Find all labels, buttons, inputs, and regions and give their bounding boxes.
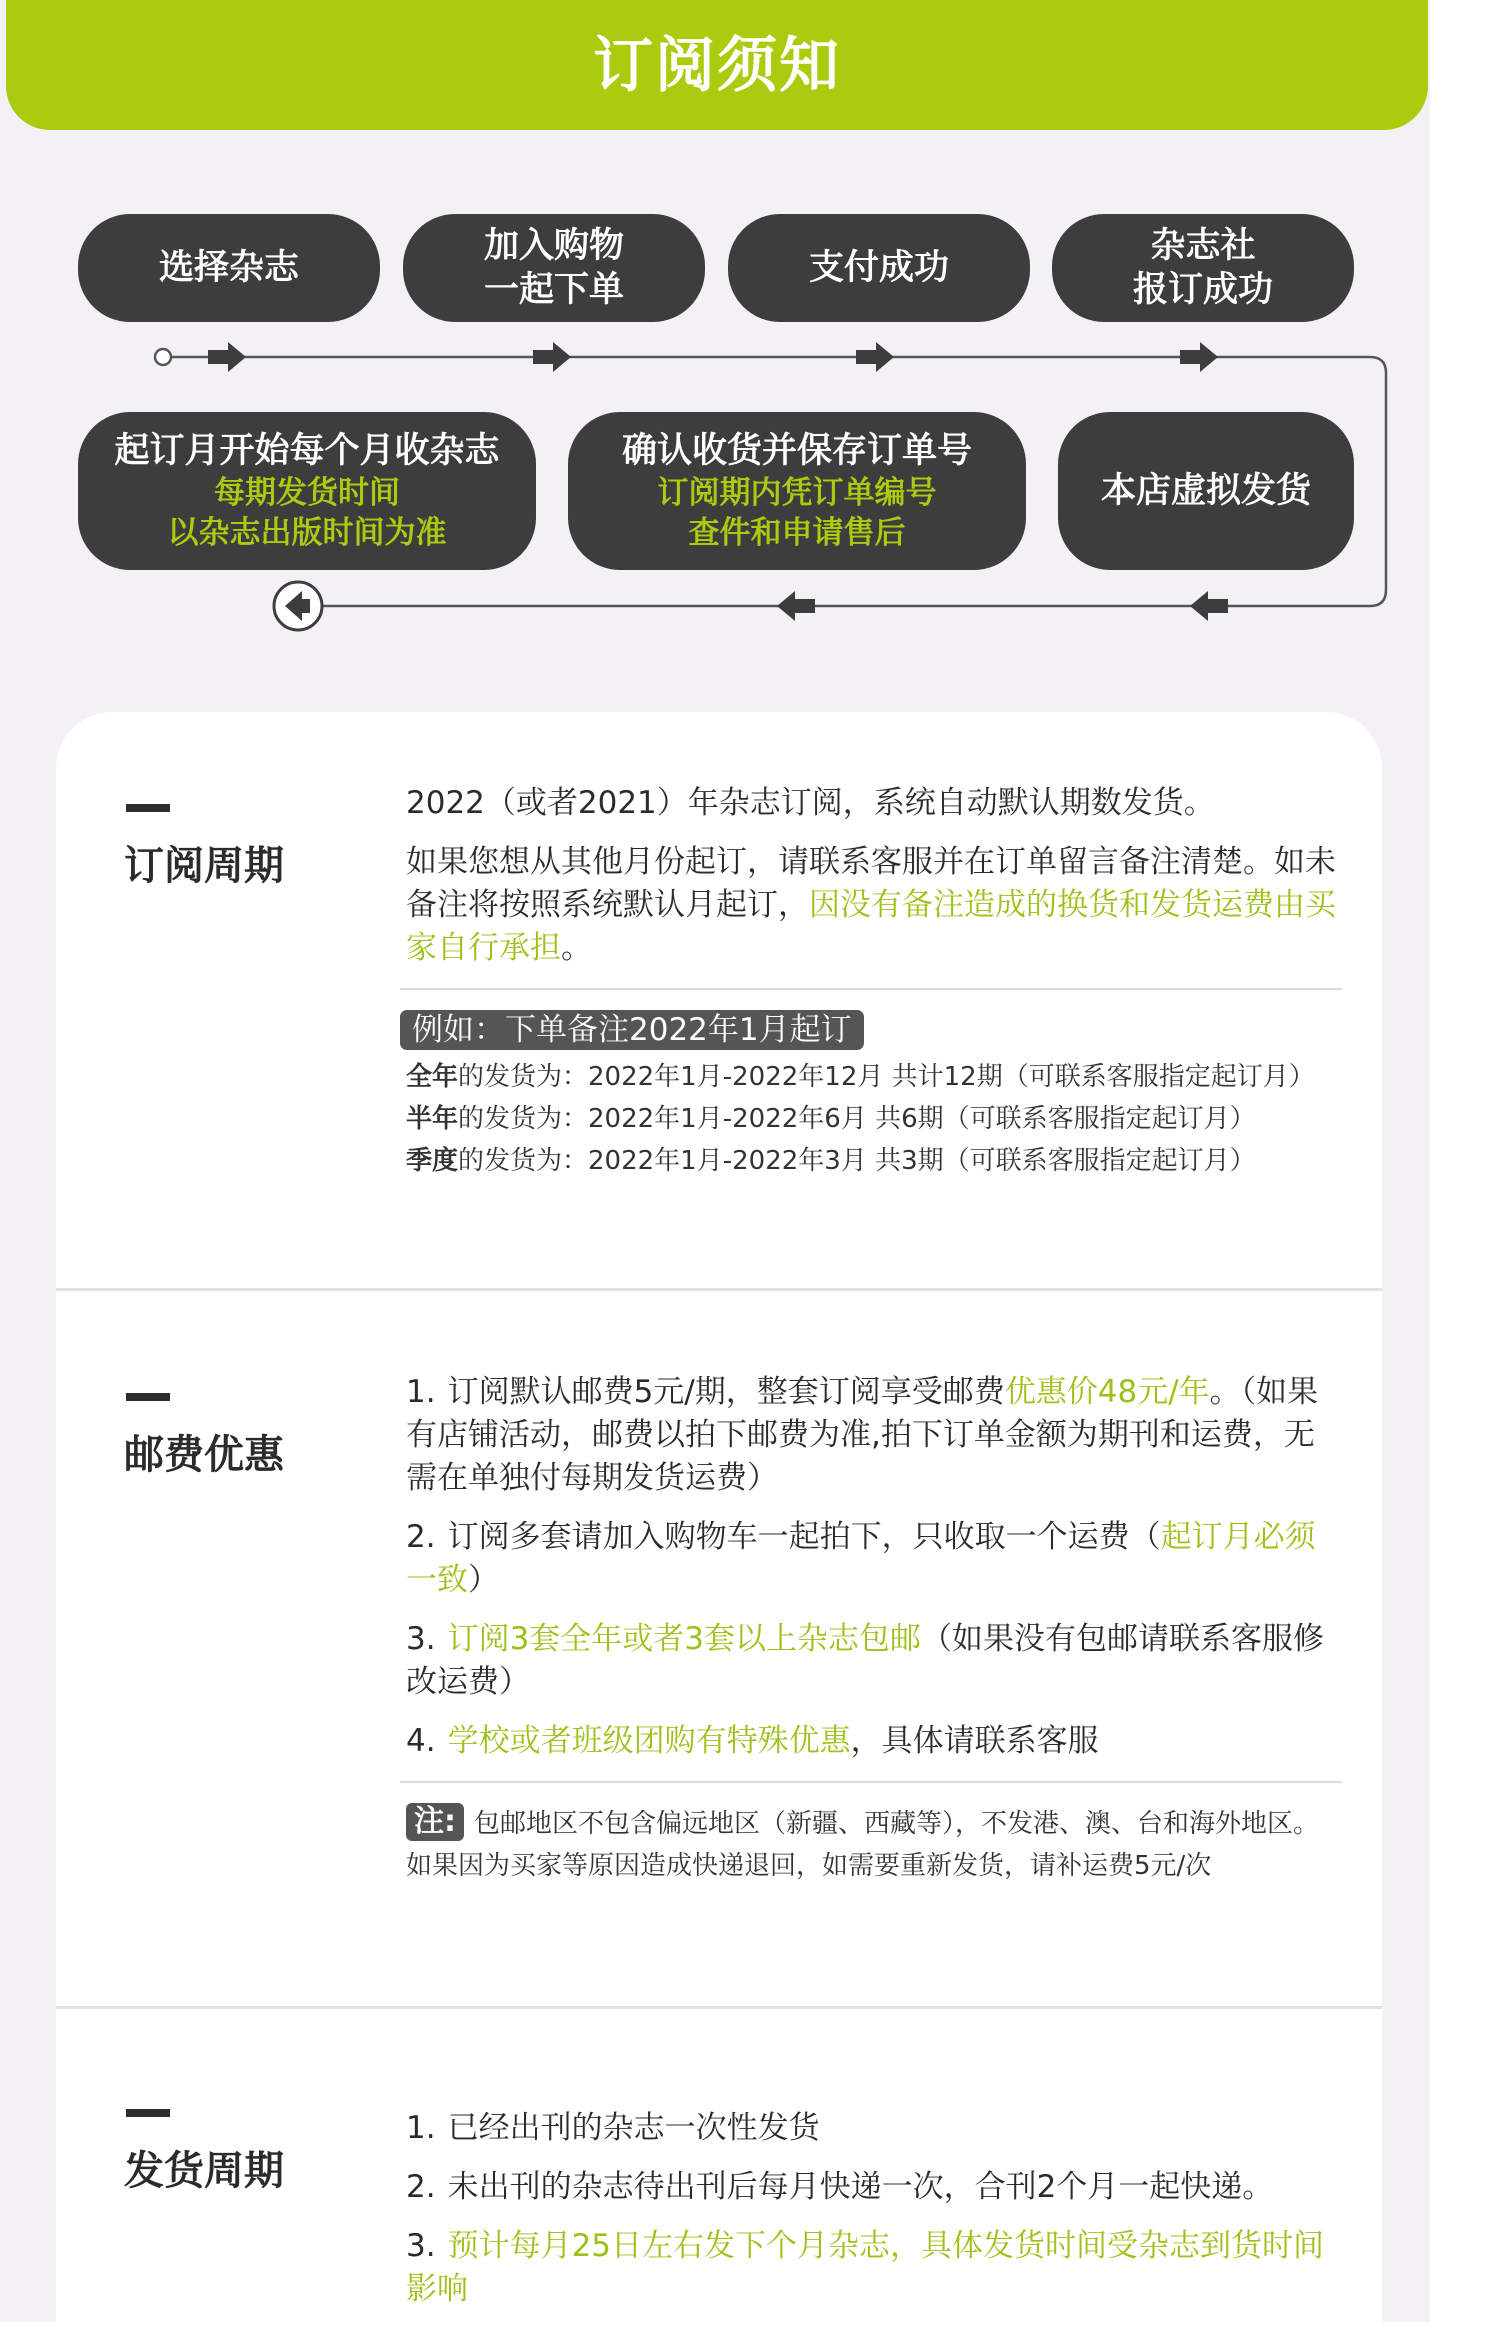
section-dash xyxy=(126,2109,170,2117)
section-title: 发货周期 xyxy=(124,2148,284,2194)
postage-note: 注: 包邮地区不包含偏远地区（新疆、西藏等），不发港、澳、台和海外地区。 xyxy=(406,1803,1336,1845)
flow-step-select-magazine xyxy=(78,214,380,322)
section-body xyxy=(406,1371,1336,1887)
section-subscription-period xyxy=(56,712,1382,1288)
section-body xyxy=(406,2107,1336,2327)
section-body xyxy=(406,782,1336,1182)
postage-item: 3. 订阅3套全年或者3套以上杂志包邮（如果没有包邮请联系客服修改运费） xyxy=(406,1621,1325,1700)
divider xyxy=(400,988,1342,990)
flow-arrow-right-icon xyxy=(533,342,571,372)
flow-step-add-to-cart xyxy=(403,214,705,322)
flow-step-subtitle: 以杂志出版时间为准 xyxy=(167,515,447,551)
postage-item: 1. 订阅默认邮费5元/期，整套订阅享受邮费优惠价48元/年。（如果有店铺活动，邮费以拍下邮费为准,拍下订单金额为期刊和运费，无需在单独付每期发货运费） xyxy=(406,1374,1319,1496)
example-line: 全年的发货为：2022年1月-2022年12月 共计12期（可联系客服指定起订月） xyxy=(406,1062,1315,1092)
flow-step-label: 加入购物 xyxy=(483,226,624,266)
section-shipping-period xyxy=(56,2009,1382,2352)
flow-step-title: 起订月开始每个月收杂志 xyxy=(114,431,500,471)
flow-step-publisher-confirmed xyxy=(1052,214,1354,322)
flow-step-confirm-receipt xyxy=(568,412,1026,570)
example-tag: 例如：下单备注2022年1月起订 xyxy=(400,1010,864,1050)
section-title: 邮费优惠 xyxy=(124,1432,284,1478)
flow-step-virtual-shipping xyxy=(1058,412,1354,570)
flow-arrow-right-icon xyxy=(1180,342,1218,372)
section-title: 订阅周期 xyxy=(124,843,284,889)
flow-step-label: 选择杂志 xyxy=(158,248,299,288)
flow-arrow-right-icon xyxy=(208,342,246,372)
flow-step-subtitle: 查件和申请售后 xyxy=(688,515,906,551)
section-dash xyxy=(126,804,170,812)
flow-arrow-left-icon xyxy=(1190,591,1228,621)
flow-step-label: 杂志社 xyxy=(1150,226,1256,266)
flow-step-label: 报订成功 xyxy=(1132,270,1273,310)
postage-item: 4. 学校或者班级团购有特殊优惠，具体请联系客服 xyxy=(406,1723,1099,1759)
flow-arrow-left-icon xyxy=(777,591,815,621)
period-text: 如果您想从其他月份起订，请联系客服并在订单留言备注清楚。如未备注将按照系统默认月起订，因没有备注造成的换货和发货运费由买家自行承担。 xyxy=(406,844,1336,966)
divider xyxy=(400,1781,1342,1783)
info-card xyxy=(56,712,1382,2352)
page-title: 订阅须知 xyxy=(593,31,841,101)
flow-step-subtitle: 每期发货时间 xyxy=(214,475,400,511)
flow-step-label: 支付成功 xyxy=(808,248,949,288)
shipping-item: 1. 已经出刊的杂志一次性发货 xyxy=(406,2110,820,2146)
postage-note: 如果因为买家等原因造成快递退回，如需要重新发货，请补运费5元/次 xyxy=(406,1851,1212,1881)
note-tag: 注: xyxy=(406,1803,464,1841)
flow-start-dot xyxy=(155,349,171,365)
example-line: 半年的发货为：2022年1月-2022年6月 共6期（可联系客服指定起订月） xyxy=(406,1104,1256,1134)
shipping-item: 3. 预计每月25日左右发下个月杂志，具体发货时间受杂志到货时间影响 xyxy=(406,2228,1325,2307)
flow-step-receive-monthly xyxy=(78,412,536,570)
postage-item: 2. 订阅多套请加入购物车一起拍下，只收取一个运费（起订月必须一致） xyxy=(406,1519,1316,1598)
section-postage-discount xyxy=(56,1291,1382,2006)
flow-step-label: 一起下单 xyxy=(483,270,624,310)
period-text: 2022（或者2021）年杂志订阅，系统自动默认期数发货。 xyxy=(406,785,1215,821)
example-line: 季度的发货为：2022年1月-2022年3月 共3期（可联系客服指定起订月） xyxy=(406,1146,1256,1176)
flow-arrow-right-icon xyxy=(856,342,894,372)
flow-step-label: 本店虚拟发货 xyxy=(1100,471,1311,511)
flow-step-title: 确认收货并保存订单号 xyxy=(621,431,972,471)
shipping-item: 2. 未出刊的杂志待出刊后每月快递一次，合刊2个月一起快递。 xyxy=(406,2169,1274,2205)
flow-step-payment-success xyxy=(728,214,1030,322)
flow-step-subtitle: 订阅期内凭订单编号 xyxy=(657,475,937,511)
section-dash xyxy=(126,1393,170,1401)
